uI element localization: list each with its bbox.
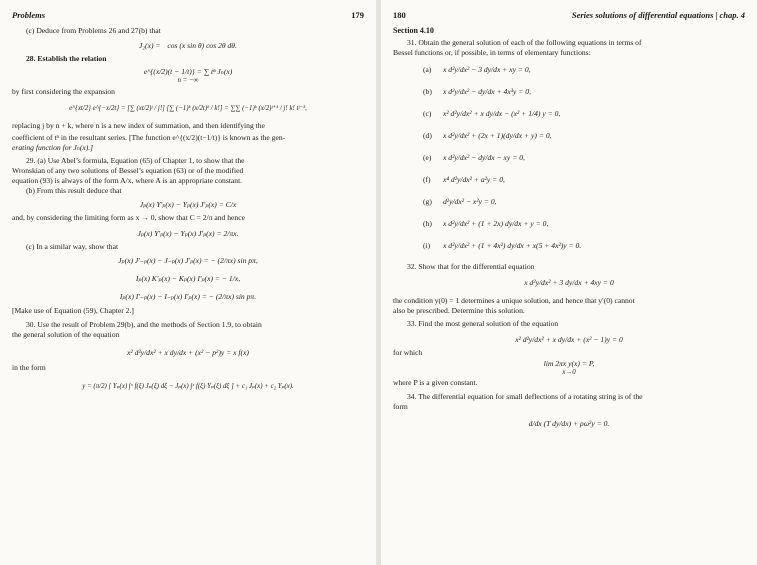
equation-problem-32: x d²y/dx² + 3 dy/dx + 4xy = 0 xyxy=(524,278,614,287)
equation-text: x d²y/dx² + (1 + 4x²) dy/dx + x(5 + 4x²)y = 0. xyxy=(443,241,582,250)
problem-32-text: 32. Show that for the differential equation xyxy=(407,262,535,271)
equation-item-31 xyxy=(423,240,745,251)
equation-problem-34: d/dx (T dy/dx) + ρω²y = 0. xyxy=(528,419,610,428)
where-p-text: where P is a given constant. xyxy=(393,378,478,387)
problem-29a-line2: Wronskian of any two solutions of Bessel’s equation (63) or of the modified xyxy=(12,166,244,175)
problem-30-line1: 30. Use the result of Problem 29(b), and the methods of Section 1.9, to obtain xyxy=(26,320,262,329)
equation-wronskian-3: Jₚ(x) J′₋ₚ(x) − J₋ₚ(x) J′ₚ(x) = − (2/πx) sin pπ, xyxy=(118,256,258,265)
equation-label: (d) xyxy=(423,131,432,140)
left-page-number: 179 xyxy=(351,10,364,20)
equation-text: x² d²y/dx² + x dy/dx − (x² + 1/4) y = 0, xyxy=(443,109,561,118)
and-by-text: and, by considering the limiting form as x → 0, show that C = 2/π and hence xyxy=(12,213,245,222)
equation-label: (e) xyxy=(423,153,432,162)
equation-item-31 xyxy=(423,174,745,185)
equation-label: (h) xyxy=(423,219,432,228)
equation-text: d²y/dx² − x²y = 0, xyxy=(443,197,497,206)
equation-wronskian-2: Jₚ(x) Y′ₚ(x) − Yₚ(x) J′ₚ(x) = 2/πx. xyxy=(137,229,239,238)
equation-problem-30: x² d²y/dx² + x dy/dx + (x² − p²)y = x f(x) xyxy=(127,348,249,357)
equation-text: x⁴ d²y/dx² + a²y = 0, xyxy=(443,175,505,184)
problem-29a-line1: 29. (a) Use Abel’s formula, Equation (65) of Chapter 1, to show that the xyxy=(26,156,245,165)
equation-generating-relation: e^{(x/2)(t − 1/t)} = ∑ tⁿ Jₙ(x) xyxy=(143,67,233,76)
problem-31-line2: Bessel functions or, if possible, in terms of elementary functions: xyxy=(393,48,591,57)
in-form-text: in the form xyxy=(12,363,46,372)
equation-text: x d²y/dx² − 3 dy/dx + xy = 0, xyxy=(443,65,531,74)
equation-wronskian-5: Iₚ(x) I′₋ₚ(x) − I₋ₚ(x) I′ₚ(x) = − (2/πx) sin pπ. xyxy=(119,292,257,301)
equation-expansion: e^{xt/2} e^{−x/2t} = [∑ (xt/2)ʲ / j!] [∑ (−1)ᵏ (x/2t)ᵏ / k!] = ∑∑ (−1)ᵏ (x/2)ʲ⁺ᵏ / j! k! tʲ⁻ᵏ, xyxy=(69,105,307,112)
left-header-title: Problems xyxy=(12,10,46,20)
for-which-text: for which xyxy=(393,348,423,357)
equation-limit: lim 2πx y(x) = P, xyxy=(543,359,595,368)
equation-label: (c) xyxy=(423,109,432,118)
equation-wronskian-4: Iₚ(x) K′ₚ(x) − Kₚ(x) I′ₚ(x) = − 1/x, xyxy=(135,274,241,283)
equation-text: x d²y/dx² + (1 + 2x) dy/dx + y = 0, xyxy=(443,219,549,228)
left-page xyxy=(0,0,376,565)
right-running-head xyxy=(393,10,745,24)
problem-33-text: 33. Find the most general solution of the equation xyxy=(407,319,559,328)
coefficient-text: coefficient of tⁿ in the resultant series. [The function e^{(x/2)(t−1/t)} is known as the gen- xyxy=(12,133,286,142)
right-page-number: 180 xyxy=(393,10,406,20)
problem-32-line1: the condition y(0) = 1 determines a unique solution, and hence that y′(0) cannot xyxy=(393,296,635,305)
make-use-note: [Make use of Equation (59), Chapter 2.] xyxy=(12,306,134,315)
equation-label: (f) xyxy=(423,175,431,184)
equation-item-31 xyxy=(423,152,745,163)
replacing-text: replacing j by n + k, where n is a new index of summation, and then identifying the xyxy=(12,121,265,130)
problem-31-line1: 31. Obtain the general solution of each of the following equations in terms of xyxy=(407,38,642,47)
equation-item-31 xyxy=(423,86,745,97)
equation-problem-33: x² d²y/dx² + x dy/dx + (x² − 1)y = 0 xyxy=(515,335,623,344)
equation-j2 xyxy=(12,40,364,51)
problem-30-line2: the general solution of the equation xyxy=(12,330,120,339)
equation-text: x d²y/dx² − dy/dx + 4x³y = 0, xyxy=(443,87,531,96)
equation-item-31 xyxy=(423,218,745,229)
problem-29b-text: (b) From this result deduce that xyxy=(26,186,122,195)
equation-item-31 xyxy=(423,108,745,119)
equation-text: x d²y/dx² + (2x + 1)(dy/dx + y) = 0, xyxy=(443,131,552,140)
by-first-text: by first considering the expansion xyxy=(12,87,115,96)
equation-label: (i) xyxy=(423,241,431,250)
generating-text: erating function for Jₙ(x).] xyxy=(12,143,94,152)
problem-28-text: 28. Establish the relation xyxy=(26,54,107,63)
equation-text: x d²y/dx² − dy/dx − xy = 0, xyxy=(443,153,525,162)
problem-27c-text: (c) Deduce from Problems 26 and 27(b) that xyxy=(26,26,161,35)
problem-29c-text: (c) In a similar way, show that xyxy=(26,242,119,251)
equation-item-31 xyxy=(423,64,745,75)
problem-34-line2: form xyxy=(393,402,408,411)
equation-list-31 xyxy=(393,64,745,251)
equation-item-31 xyxy=(423,130,745,141)
section-heading: Section 4.10 xyxy=(393,26,434,35)
equation-wronskian-1: Jₚ(x) Y′ₚ(x) − Yₚ(x) J′ₚ(x) = C/x xyxy=(139,200,237,209)
left-running-head xyxy=(12,10,364,24)
equation-label: (a) xyxy=(423,65,432,74)
equation-solution-form: y = (π/2) [ Yₚ(x) ∫ˣ f(ξ) Jₚ(ξ) dξ − Jₚ(x) ∫ˣ f(ξ) Yₚ(ξ) dξ ] + c₁ Jₚ(x) + c₂ Yₚ(x). xyxy=(82,383,294,390)
equation-j2-body: J₂(x) = cos (x sin θ) cos 2θ dθ. xyxy=(139,41,237,50)
problem-32-line2: also be prescribed. Determine this solution. xyxy=(393,306,525,315)
equation-label: (g) xyxy=(423,197,432,206)
problem-29a-line3: equation (93) is always of the form A/x, where A is an appropriate constant. xyxy=(12,176,243,185)
equation-item-31 xyxy=(423,196,745,207)
equation-sum-limits: n = −∞ xyxy=(177,77,199,84)
right-header-title: Series solutions of differential equations | chap. 4 xyxy=(571,10,745,20)
problem-34-line1: 34. The differential equation for small deflections of a rotating string is of the xyxy=(407,392,643,401)
equation-limit-sub: x→0 xyxy=(562,369,576,376)
equation-label: (b) xyxy=(423,87,432,96)
right-page xyxy=(381,0,757,565)
